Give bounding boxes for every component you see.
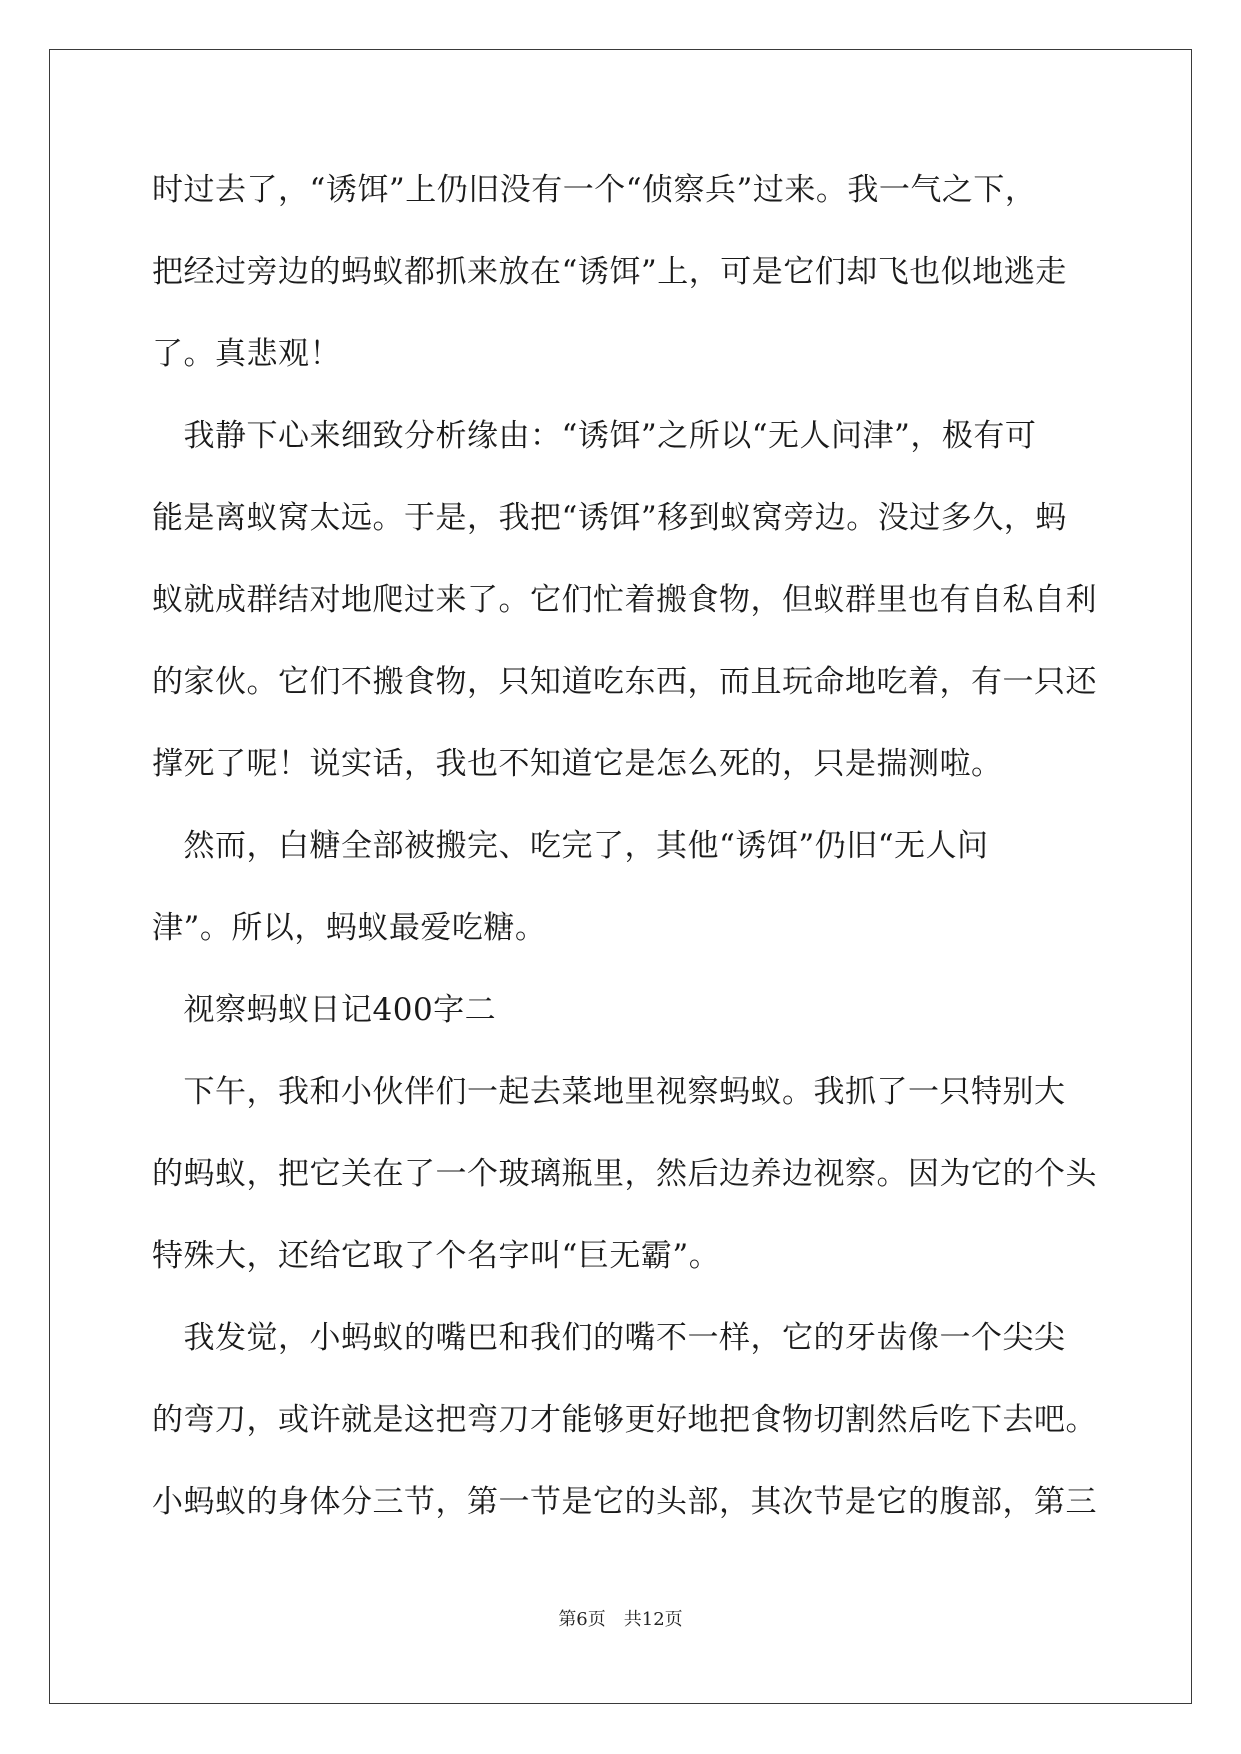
paragraph-start-line: 下午，我和小伙伴们一起去菜地里视察蚂蚁。我抓了一只特别大 xyxy=(152,1074,1066,1110)
paragraph-start-line: 我发觉，小蚂蚁的嘴巴和我们的嘴不一样，它的牙齿像一个尖尖 xyxy=(152,1320,1066,1356)
text-line: 的蚂蚁，把它关在了一个玻璃瓶里，然后边养边视察。因为它的个头 xyxy=(152,1156,1097,1192)
text-line: 津”。所以，蚂蚁最爱吃糖。 xyxy=(152,910,547,946)
text-line: 特殊大，还给它取了个名字叫“巨无霸”。 xyxy=(152,1238,721,1274)
text-line: 的家伙。它们不搬食物，只知道吃东西，而且玩命地吃着，有一只还 xyxy=(152,664,1097,700)
text-line: 时过去了，“诱饵”上仍旧没有一个“侦察兵”过来。我一气之下， xyxy=(152,172,1037,208)
text-line: 了。真悲观！ xyxy=(152,336,341,372)
text-line: 撑死了呢！说实话，我也不知道它是怎么死的，只是揣测啦。 xyxy=(152,746,1003,782)
text-line: 把经过旁边的蚂蚁都抓来放在“诱饵”上，可是它们却飞也似地逃走 xyxy=(152,254,1067,290)
text-line: 能是离蚁窝太远。于是，我把“诱饵”移到蚁窝旁边。没过多久，蚂 xyxy=(152,500,1067,536)
paragraph-start-line: 我静下心来细致分析缘由：“诱饵”之所以“无人问津”，极有可 xyxy=(152,418,1037,454)
text-line: 小蚂蚁的身体分三节，第一节是它的头部，其次节是它的腹部，第三 xyxy=(152,1484,1097,1520)
text-line: 的弯刀，或许就是这把弯刀才能够更好地把食物切割然后吃下去吧。 xyxy=(152,1402,1097,1438)
paragraph-start-line: 然而，白糖全部被搬完、吃完了，其他“诱饵”仍旧“无人问 xyxy=(152,828,989,864)
page-number-footer: 第6页 共12页 xyxy=(558,1609,683,1630)
page-border xyxy=(49,49,1192,1704)
section-heading: 视察蚂蚁日记400字二 xyxy=(152,992,497,1028)
text-line: 蚁就成群结对地爬过来了。它们忙着搬食物，但蚁群里也有自私自利 xyxy=(152,582,1097,618)
